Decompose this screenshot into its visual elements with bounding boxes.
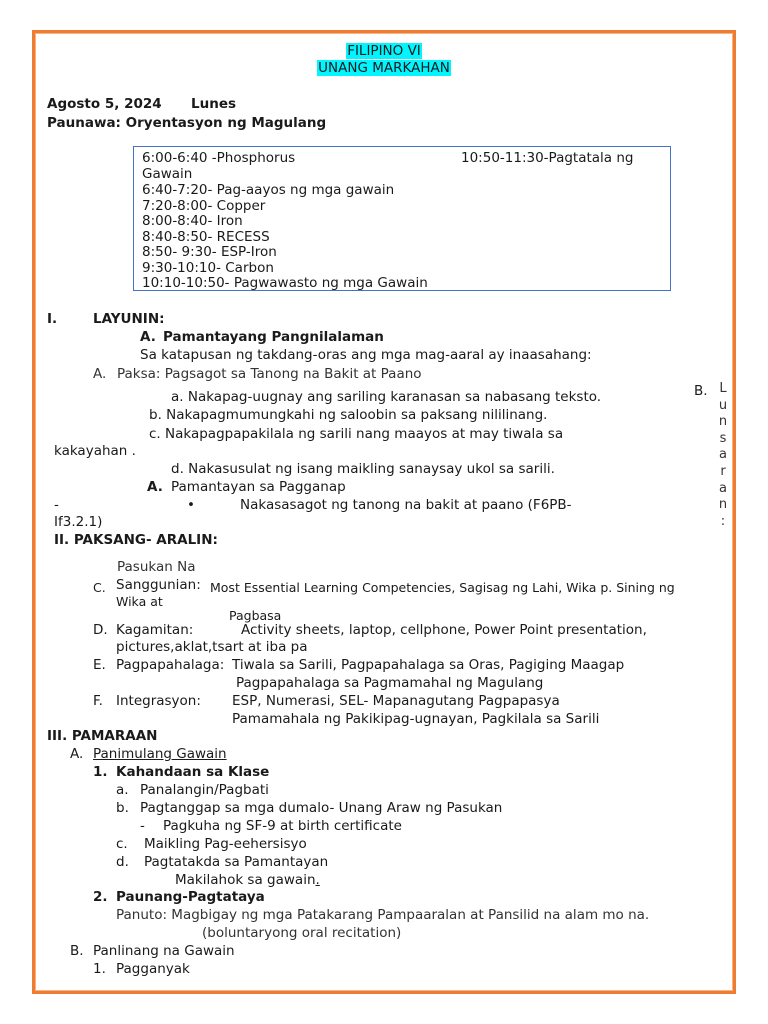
list-label: E. [93,657,106,673]
field-title: Sanggunian: [116,577,201,593]
schedule-line: 10:10-10:50- Pagwawasto ng mga Gawain [142,275,428,291]
dash-marker: - [54,497,59,513]
field-text: Tiwala sa Sarili, Pagpapahalaga sa Oras, Pagiging Maagap [232,657,625,673]
objective-b: b. Nakapagmumungkahi ng saloobin sa paksang nililinang. [149,407,548,423]
intro-text: Sa katapusan ng takdang-oras ang mga mag-aaral ay inaasahang: [140,347,592,363]
instruction-note: (boluntaryong oral recitation) [202,925,402,941]
performance-item-cont: If3.2.1) [54,514,103,530]
step-item: Maikling Pag-eehersisyo [144,836,307,852]
schedule-line: 6:00-6:40 -Phosphorus [142,150,296,166]
list-label: A. [70,746,84,762]
section-title: LAYUNIN: [93,311,165,327]
schedule-box [133,146,671,291]
list-label: d. [116,854,129,870]
schedule-line: Gawain [142,166,193,182]
step-subitem: Pagkuha ng SF-9 at birth certificate [163,818,402,834]
list-label: C. [93,580,106,595]
side-label: B. [694,383,708,399]
objective-c-cont: kakayahan . [54,443,136,459]
list-label: c. [116,836,128,852]
field-title: Pagpapahalaga: [116,657,225,673]
subsection-title: Panimulang Gawain [93,746,227,762]
step-title: Paunang-Pagtataya [116,889,265,905]
dash-marker: - [140,818,145,834]
schedule-line: 8:50- 9:30- ESP-Iron [142,244,277,260]
step-title: Kahandaan sa Klase [116,764,270,780]
schedule-line: 8:40-8:50- RECESS [142,229,270,245]
list-label: 1. [93,961,106,977]
list-label: A. [147,479,163,495]
step-item: Pagtanggap sa mga dumalo- Unang Araw ng Pasukan [140,800,503,816]
field-text-cont: Pamamahala ng Pakikipag-ugnayan, Pagkilala sa Sarili [232,711,600,727]
pasukan-text: Pasukan Na [117,559,196,575]
bullet-marker: • [187,497,195,513]
section-title: III. PAMARAAN [47,728,158,744]
field-text-cont: Pagbasa [229,608,282,623]
instruction-text: Panuto: Magbigay ng mga Patakarang Pampaaralan at Pansilid na alam mo na. [116,907,650,923]
list-label: 1. [93,764,108,780]
field-text: ESP, Numerasi, SEL- Mapanagutang Pagpapasya [232,693,560,709]
step-item: Panalangin/Pagbati [140,782,269,798]
field-text-cont: Pagpapahalaga sa Pagmamahal ng Magulang [236,675,544,691]
quarter-title: UNANG MARKAHAN [318,60,450,76]
list-label: A. [93,366,107,382]
subject-title: FILIPINO VI [347,43,421,59]
subsection-title: Pamantayan sa Pagganap [171,479,346,495]
list-label: A. [140,329,156,345]
list-label: D. [93,622,108,638]
paksa-text: Paksa: Pagsagot sa Tanong na Bakit at Paano [117,366,422,382]
field-title: Kagamitan: [116,622,194,638]
subsection-title: Pamantayang Pangnilalaman [163,329,384,345]
objective-c: c. Nakapagpapakilala ng sarili nang maayos at may tiwala sa [149,426,564,442]
performance-item: Nakasasagot ng tanong na bakit at paano (F6PB- [240,497,572,513]
list-label: a. [116,782,129,798]
field-text: Most Essential Learning Competencies, Sagisag ng Lahi, Wika p. Sining ng [210,580,675,595]
schedule-line: 6:40-7:20- Pag-aayos ng mga gawain [142,182,395,198]
step-item: Pagtatakda sa Pamantayan [144,854,329,870]
date-text: Agosto 5, 2024 [47,96,162,112]
subsection-title: Panlinang na Gawain [93,943,235,959]
objective-d: d. Nakasusulat ng isang maikling sanaysay ukol sa sarili. [171,461,555,477]
list-label: b. [116,800,129,816]
schedule-line: 7:20-8:00- Copper [142,198,266,214]
field-text-cont: Wika at [116,594,163,609]
step-item: Pagganyak [116,961,190,977]
step-subitem: Makilahok sa gawain. [175,872,320,888]
section-numeral: I. [47,311,58,327]
objective-a: a. Nakapag-uugnay ang sariling karanasan sa nabasang teksto. [171,389,602,405]
notice-text: Paunawa: Oryentasyon ng Magulang [47,115,327,131]
list-label: B. [70,943,84,959]
schedule-line-right: 10:50-11:30-Pagtatala ng [461,150,634,166]
field-title: Integrasyon: [116,693,201,709]
field-text-cont: pictures,aklat,tsart at iba pa [116,639,308,655]
section-title: II. PAKSANG- ARALIN: [54,532,218,548]
side-vertical-text: L u n s a r a n : [718,381,728,529]
day-text: Lunes [191,96,237,112]
field-text: Activity sheets, laptop, cellphone, Power Point presentation, [241,622,647,638]
list-label: 2. [93,889,108,905]
list-label: F. [93,693,103,709]
schedule-line: 8:00-8:40- Iron [142,213,243,229]
schedule-line: 9:30-10:10- Carbon [142,260,274,276]
